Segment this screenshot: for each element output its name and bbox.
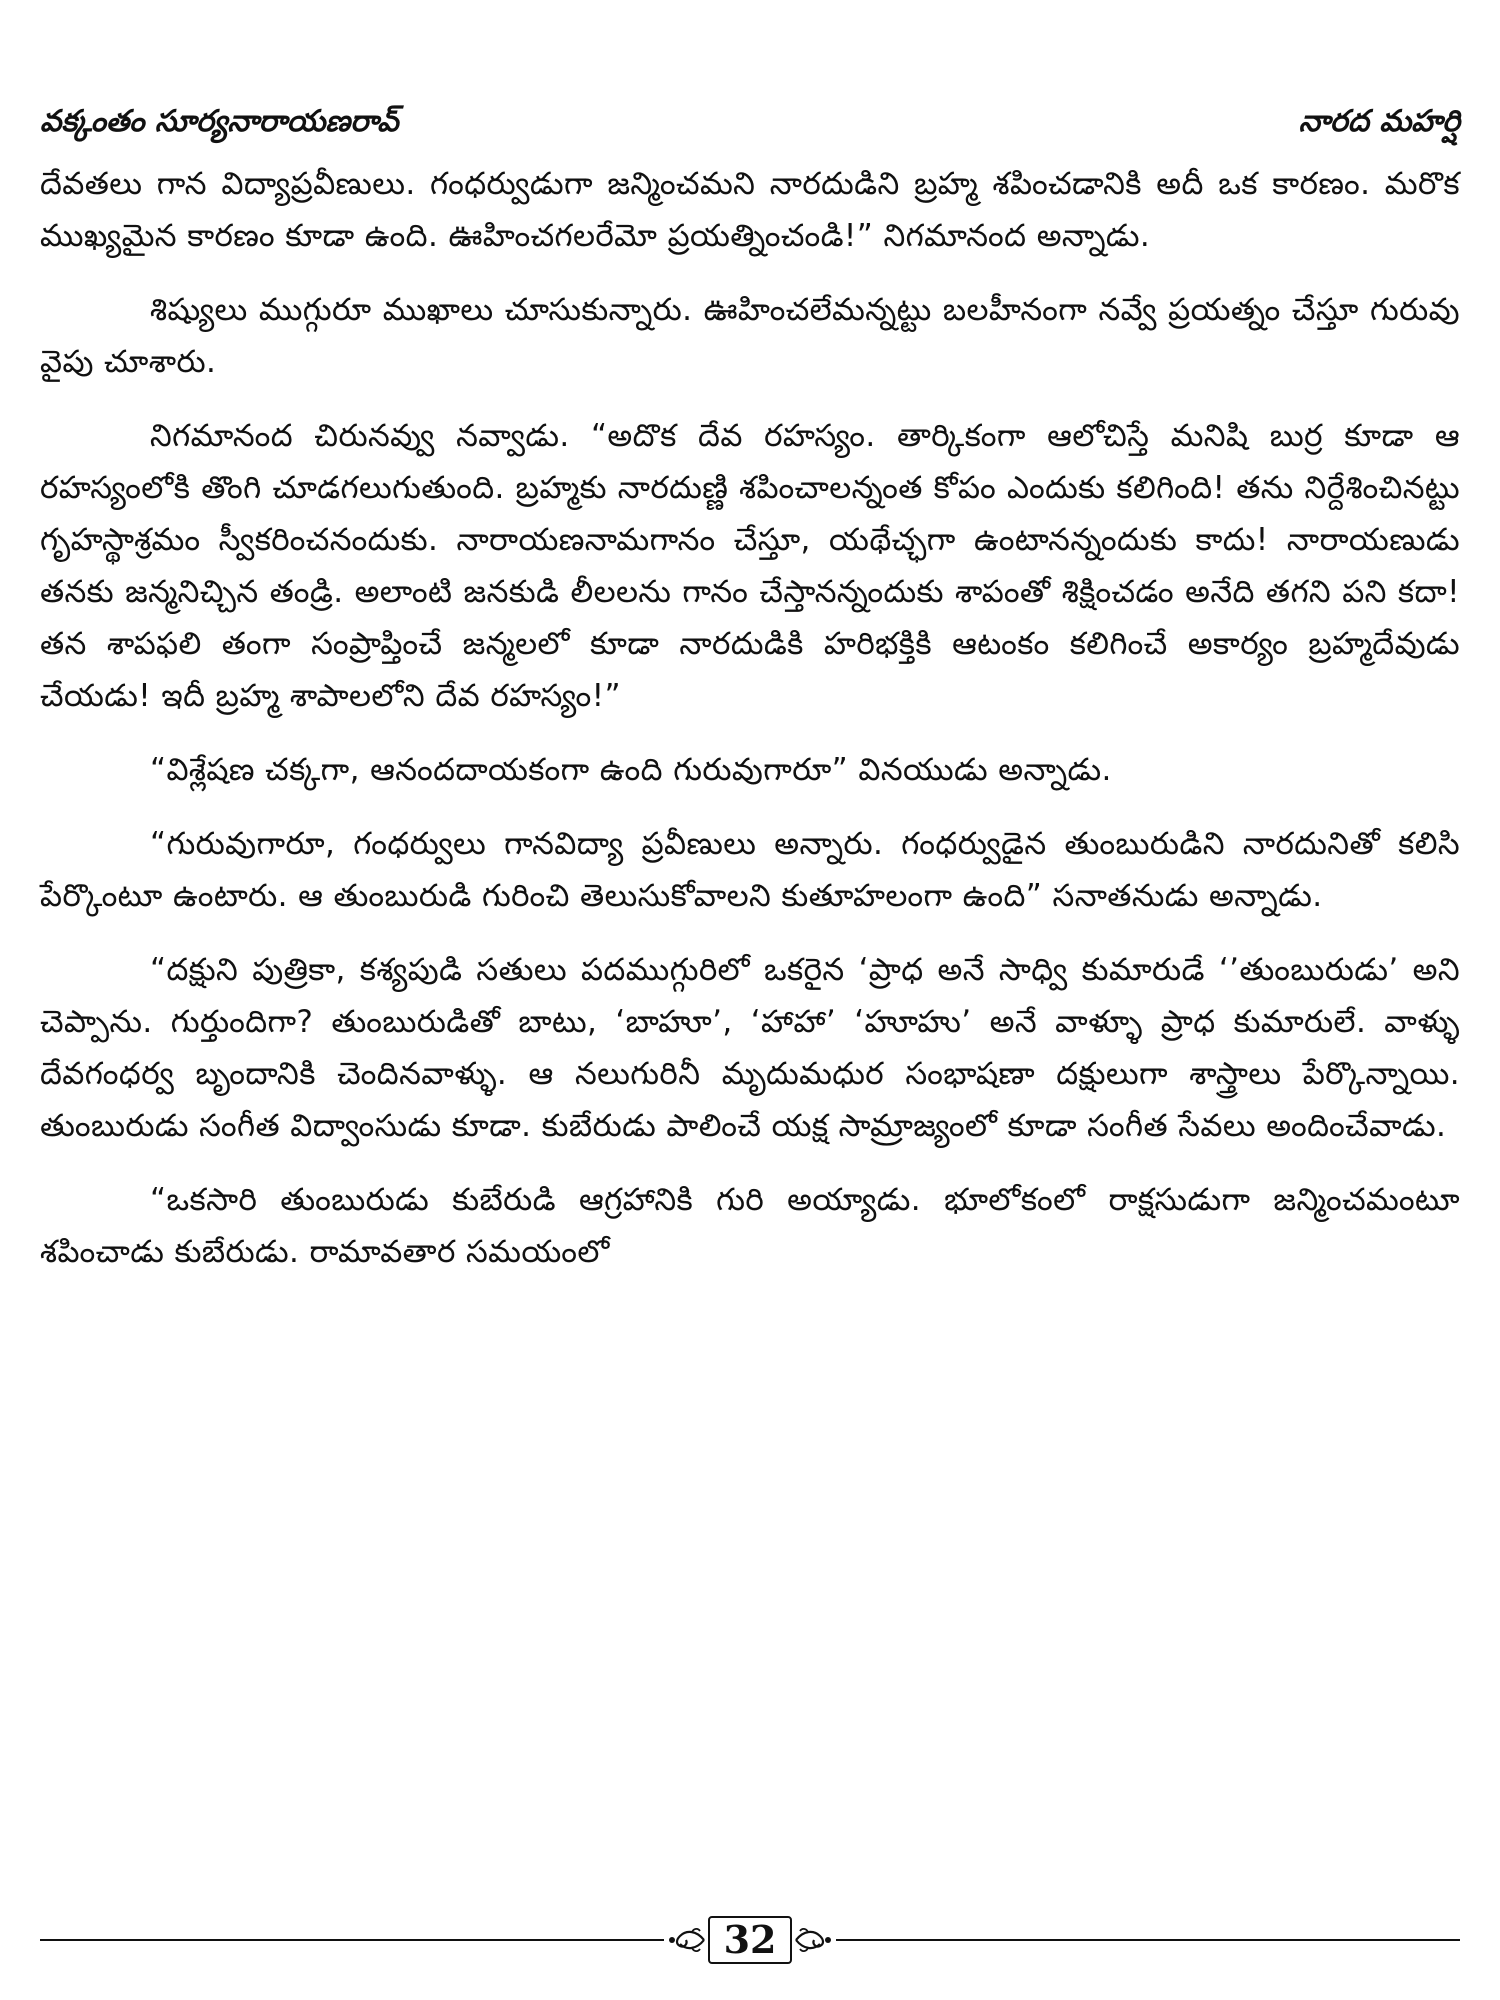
footer-rule-right bbox=[836, 1939, 1460, 1941]
ornament-left-icon bbox=[664, 1920, 708, 1960]
header-author: వక్కంతం సూర్యనారాయణరావ్ bbox=[40, 104, 399, 139]
paragraph: దేవతలు గాన విద్యాప్రవీణులు. గంధర్వుడుగా జన్మించమని నారదుడిని బ్రహ్మ శపించడానికి అదీ ఒక కారణం. మరొక ముఖ్యమైన కారణం కూడా ఉంది. ఊహించగలరేమో ప్రయత్నించండి!” నిగమానంద అన్నాడు. bbox=[40, 166, 1460, 254]
header-title: నారద మహర్షి bbox=[1298, 104, 1460, 139]
paragraph: నిగమానంద చిరునవ్వు నవ్వాడు. “అదొక దేవ రహస్యం. తార్కికంగా ఆలోచిస్తే మనిషి బుర్ర కూడా ఆ రహస్యంలోకి తొంగి చూడగలుగుతుంది. బ్రహ్మకు నారదుణ్ణి శపించాలన్నంత కోపం ఎందుకు కలిగింది! తను నిర్దేశించినట్టు గృహస్థాశ్రమం స్వీకరించనందుకు. నారాయణనామగానం చేస్తూ, యథేచ్ఛగా ఉంటానన్నందుకు కాదు! నారాయణుడు తనకు జన్మనిచ్చిన తండ్రి. అలాంటి జనకుడి లీలలను గానం చేస్తానన్నందుకు శాపంతో శిక్షించడం అనేది తగని పని కదా! తన శాపఫలి తంగా సంప్రాప్తించే జన్మలలో కూడా నారదుడికి హరిభక్తికి ఆటంకం కలిగించే అకార్యం బ్రహ్మదేవుడు చేయడు! ఇదీ బ్రహ్మ శాపాలలోని దేవ రహస్యం!” bbox=[40, 418, 1460, 714]
ornament-right-icon bbox=[792, 1920, 836, 1960]
paragraph: శిష్యులు ముగ్గురూ ముఖాలు చూసుకున్నారు. ఊహించలేమన్నట్టు బలహీనంగా నవ్వే ప్రయత్నం చేస్తూ గురువు వైపు చూశారు. bbox=[40, 292, 1460, 380]
page-number: 32 bbox=[708, 1916, 793, 1964]
page-footer bbox=[40, 1912, 1460, 1968]
paragraph: “గురువుగారూ, గంధర్వులు గానవిద్యా ప్రవీణులు అన్నారు. గంధర్వుడైన తుంబురుడిని నారదునితో కలిసి పేర్కొంటూ ఉంటారు. ఆ తుంబురుడి గురించి తెలుసుకోవాలని కుతూహలంగా ఉంది” సనాతనుడు అన్నాడు. bbox=[40, 826, 1460, 914]
footer-rule-left bbox=[40, 1939, 664, 1941]
running-header bbox=[40, 96, 1460, 146]
paragraph: “విశ్లేషణ చక్కగా, ఆనందదాయకంగా ఉంది గురువుగారూ” వినయుడు అన్నాడు. bbox=[150, 752, 1112, 788]
paragraph: “ఒకసారి తుంబురుడు కుబేరుడి ఆగ్రహానికి గురి అయ్యాడు. భూలోకంలో రాక్షసుడుగా జన్మించమంటూ శపించాడు కుబేరుడు. రామావతార సమయంలో bbox=[40, 1182, 1460, 1270]
paragraph: “దక్షుని పుత్రికా, కశ్యపుడి సతులు పదముగ్గురిలో ఒకరైన ‘ప్రాధ అనే సాధ్వి కుమారుడే ‘’తుంబురుడు’ అని చెప్పాను. గుర్తుందిగా? తుంబురుడితో బాటు, ‘బాహూ’, ‘హాహా’ ‘హూహు’ అనే వాళ్ళూ ప్రాధ కుమారులే. వాళ్ళు దేవగంధర్వ బృందానికి చెందినవాళ్ళు. ఆ నలుగురినీ మృదుమధుర సంభాషణా దక్షులుగా శాస్త్రాలు పేర్కొన్నాయి. తుంబురుడు సంగీత విద్వాంసుడు కూడా. కుబేరుడు పాలించే యక్ష సామ్రాజ్యంలో కూడా సంగీత సేవలు అందించేవాడు. bbox=[40, 952, 1460, 1144]
body-text bbox=[40, 158, 1460, 1300]
